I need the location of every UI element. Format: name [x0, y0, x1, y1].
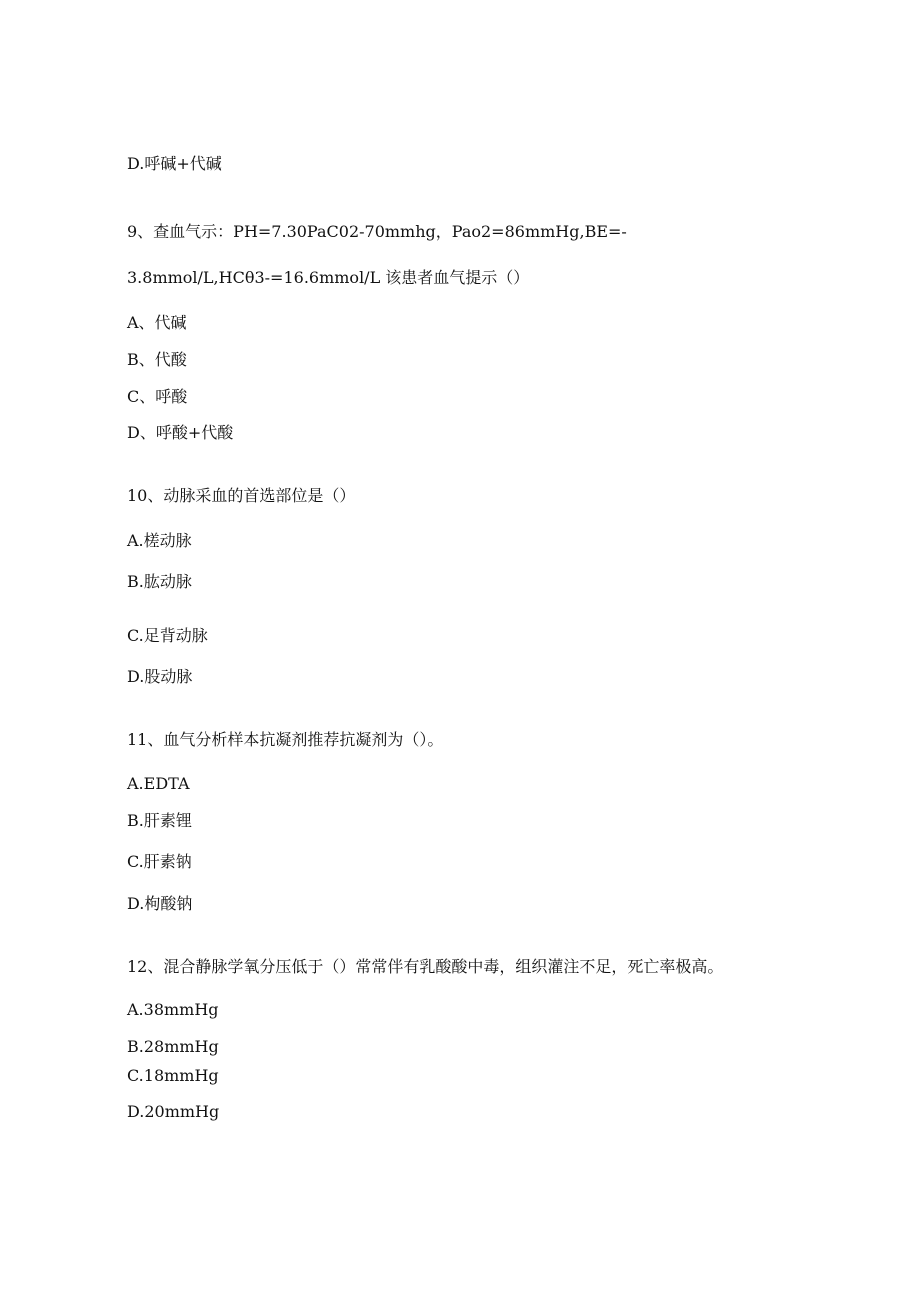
- question-10-option-c: C.足背动脉: [127, 626, 208, 645]
- question-10-option-b: B.肱动脉: [127, 572, 192, 591]
- question-12-option-a: A.38mmHg: [127, 1000, 219, 1019]
- question-10-stem: 10、动脉采血的首选部位是（）: [127, 486, 356, 505]
- question-9-option-b: B、代酸: [127, 350, 187, 369]
- question-9-option-c: C、呼酸: [127, 387, 188, 406]
- question-10-option-a: A.槎动脉: [127, 531, 192, 550]
- question-12-option-d: D.20mmHg: [127, 1102, 220, 1121]
- question-9-stem-line1: 9、查血气示：PH=7.30PaC02-70mmhg，Pao2=86mmHg,BE=-: [127, 222, 627, 241]
- question-11-option-a: A.EDTA: [127, 774, 190, 793]
- question-10-option-d: D.股动脉: [127, 667, 193, 686]
- question-11-option-c: C.肝素钠: [127, 852, 192, 871]
- question-12-option-c: C.18mmHg: [127, 1066, 219, 1085]
- question-9-option-a: A、代碱: [127, 313, 187, 332]
- question-9-stem-line2: 3.8mmol/L,HCθ3-=16.6mmol/L 该患者血气提示（）: [127, 268, 530, 287]
- question-9-option-d: D、呼酸+代酸: [127, 423, 234, 442]
- question-11-option-d: D.枸酸钠: [127, 894, 193, 913]
- question-11-option-b: B.肝素锂: [127, 811, 192, 830]
- option-prev-d: D.呼碱+代碱: [127, 154, 222, 173]
- question-11-stem: 11、血气分析样本抗凝剂推荐抗凝剂为（）。: [127, 730, 444, 749]
- question-12-option-b: B.28mmHg: [127, 1037, 219, 1056]
- question-12-stem: 12、混合静脉学氧分压低于（）常常伴有乳酸酸中毒，组织灌注不足，死亡率极高。: [127, 957, 724, 976]
